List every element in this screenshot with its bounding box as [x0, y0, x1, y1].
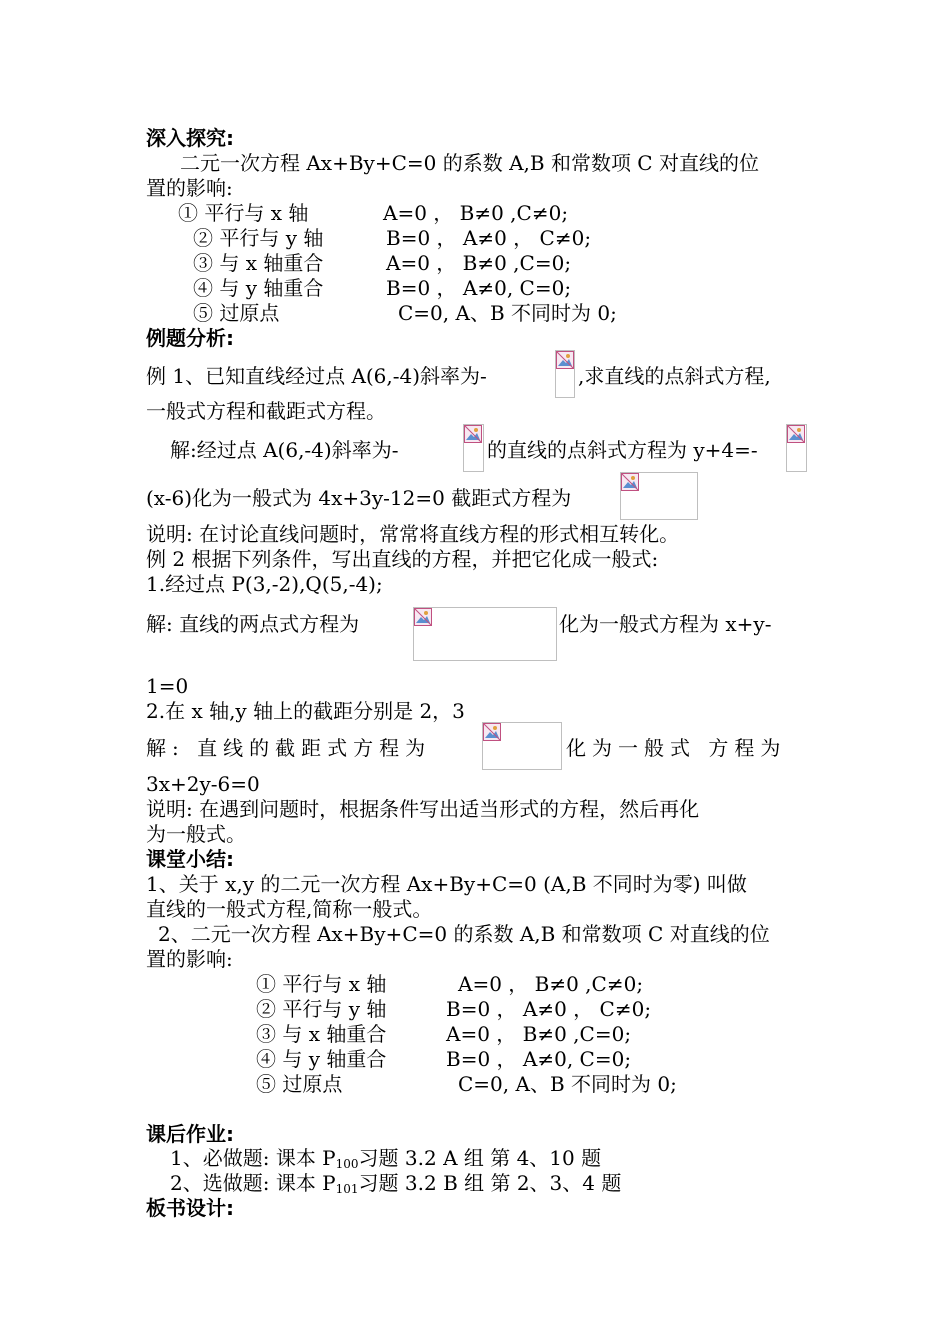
- list-item-condition: A=0 ， B≠0 ,C=0;: [386, 251, 572, 275]
- formula-image-intercept-form: [620, 472, 698, 520]
- note-text: 为一般式。: [146, 822, 246, 846]
- broken-image-icon: [464, 425, 482, 443]
- formula-image-slope: [786, 424, 807, 472]
- section-title-examples: 例题分析:: [146, 326, 234, 350]
- paragraph-text: 解: 直线的两点式方程为: [146, 612, 360, 636]
- paragraph-text: ,求直线的点斜式方程,: [578, 364, 771, 388]
- list-item-label: ① 平行与 x 轴: [178, 201, 309, 225]
- section-title-summary: 课堂小结:: [146, 847, 234, 871]
- note-text: 说明: 在讨论直线问题时，常常将直线方程的形式相互转化。: [146, 522, 680, 546]
- homework-text: 习题 3.2 A 组 第 4、10 题: [358, 1146, 602, 1170]
- paragraph-text: 直线的一般式方程,简称一般式。: [146, 897, 433, 921]
- paragraph-text: 解: 直线的截距式方程为: [146, 736, 432, 760]
- list-item-condition: C=0, A、B 不同时为 0;: [398, 301, 617, 325]
- section-title-homework: 课后作业:: [146, 1122, 234, 1146]
- paragraph-text: 1、关于 x,y 的二元一次方程 Ax+By+C=0 (A,B 不同时为零) 叫做: [146, 872, 747, 896]
- list-item-label: ③ 与 x 轴重合: [256, 1022, 387, 1046]
- list-item-label: ④ 与 y 轴重合: [256, 1047, 387, 1071]
- list-item-condition: A=0 ， B≠0 ,C=0;: [446, 1022, 632, 1046]
- page-subscript: 101: [335, 1182, 359, 1196]
- list-item-label: ⑤ 过原点: [193, 301, 280, 325]
- page-subscript: 100: [335, 1157, 359, 1171]
- homework-text: 2、选做题: 课本 P: [170, 1171, 336, 1195]
- list-item-condition: B=0 ， A≠0 ， C≠0;: [386, 226, 592, 250]
- list-item-label: ⑤ 过原点: [256, 1072, 343, 1096]
- list-item-label: ① 平行与 x 轴: [256, 972, 387, 996]
- list-item-condition: A=0 ， B≠0 ,C≠0;: [458, 972, 644, 996]
- paragraph-text: 解:经过点 A(6,-4)斜率为-: [170, 438, 399, 462]
- list-item-condition: B=0 ， A≠0, C=0;: [446, 1047, 632, 1071]
- list-item-condition: C=0, A、B 不同时为 0;: [458, 1072, 677, 1096]
- paragraph-text: (x-6)化为一般式为 4x+3y-12=0 截距式方程为: [146, 486, 572, 510]
- paragraph-text: 的直线的点斜式方程为 y+4=-: [487, 438, 758, 462]
- broken-image-icon: [621, 473, 639, 491]
- homework-item: [170, 1171, 621, 1201]
- paragraph-text: 例 1、已知直线经过点 A(6,-4)斜率为-: [146, 364, 487, 388]
- list-item-label: ② 平行与 y 轴: [256, 997, 387, 1021]
- paragraph-text: 置的影响:: [146, 176, 233, 200]
- note-text: 说明: 在遇到问题时，根据条件写出适当形式的方程，然后再化: [146, 797, 700, 821]
- homework-text: 1、必做题: 课本 P: [170, 1146, 336, 1170]
- paragraph-text: 化为一般式 方程为: [566, 736, 787, 760]
- formula-image-slope: [463, 424, 484, 472]
- formula-image-two-point-form: [413, 607, 557, 661]
- formula-image-slope: [555, 350, 575, 398]
- homework-text: 习题 3.2 B 组 第 2、3、4 题: [358, 1171, 622, 1195]
- list-item-label: ③ 与 x 轴重合: [193, 251, 324, 275]
- paragraph-text: 化为一般式方程为 x+y-: [559, 612, 772, 636]
- paragraph-text: 二元一次方程 Ax+By+C=0 的系数 A,B 和常数项 C 对直线的位: [180, 151, 759, 175]
- paragraph-text: 1=0: [146, 674, 189, 698]
- list-item-label: ④ 与 y 轴重合: [193, 276, 324, 300]
- section-title-deep-explore: 深入探究:: [146, 126, 234, 150]
- paragraph-text: 2.在 x 轴,y 轴上的截距分别是 2，3: [146, 699, 465, 723]
- paragraph-text: 1.经过点 P(3,-2),Q(5,-4);: [146, 572, 383, 596]
- section-title-board-design: 板书设计:: [146, 1196, 234, 1220]
- broken-image-icon: [414, 608, 432, 626]
- broken-image-icon: [556, 351, 574, 369]
- paragraph-text: 2、二元一次方程 Ax+By+C=0 的系数 A,B 和常数项 C 对直线的位: [158, 922, 770, 946]
- list-item-label: ② 平行与 y 轴: [193, 226, 324, 250]
- paragraph-text: 置的影响:: [146, 947, 233, 971]
- paragraph-text: 例 2 根据下列条件，写出直线的方程，并把它化成一般式:: [146, 547, 659, 571]
- paragraph-text: 一般式方程和截距式方程。: [146, 399, 386, 423]
- list-item-condition: A=0 ， B≠0 ,C≠0;: [383, 201, 569, 225]
- paragraph-text: 3x+2y-6=0: [146, 772, 260, 796]
- broken-image-icon: [483, 723, 501, 741]
- broken-image-icon: [787, 425, 805, 443]
- formula-image-intercept-form: [482, 722, 562, 770]
- list-item-condition: B=0 ， A≠0, C=0;: [386, 276, 572, 300]
- list-item-condition: B=0 ， A≠0 ， C≠0;: [446, 997, 652, 1021]
